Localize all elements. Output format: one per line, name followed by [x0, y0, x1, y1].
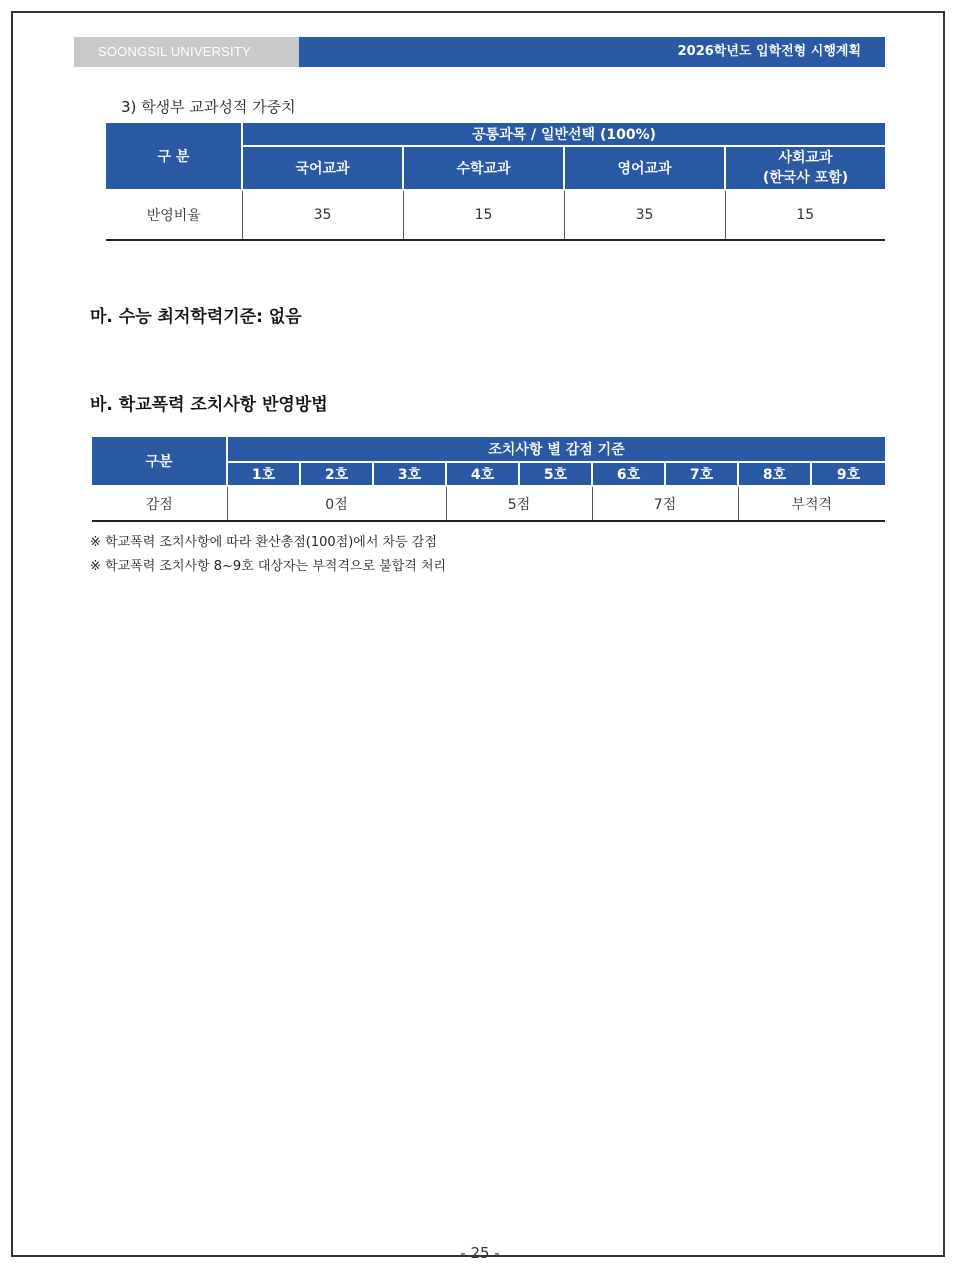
note: ※ 학교폭력 조치사항에 따라 환산총점(100점)에서 차등 감점 — [90, 535, 437, 550]
column-header: 9호 — [811, 462, 885, 487]
column-header: 8호 — [738, 462, 811, 487]
column-header: 7호 — [665, 462, 738, 487]
column-header: 6호 — [592, 462, 665, 487]
note: ※ 학교폭력 조치사항 8~9호 대상자는 부적격으로 불합격 처리 — [90, 559, 447, 574]
grade-weights-heading: 3) 학생부 교과성적 가중치 — [121, 98, 296, 116]
table-cell: 15 — [725, 190, 885, 240]
csat-minimum-heading: 마. 수능 최저학력기준: 없음 — [90, 307, 302, 327]
school-violence-heading: 바. 학교폭력 조치사항 반영방법 — [90, 395, 328, 415]
column-header: 국어교과 — [242, 146, 403, 190]
row-header: 구 분 — [106, 123, 242, 190]
table-cell: 35 — [564, 190, 725, 240]
column-header: 사회교과 (한국사 포함) — [725, 146, 885, 190]
column-header: 2호 — [300, 462, 373, 487]
row-label: 반영비율 — [106, 190, 242, 240]
column-header: 영어교과 — [564, 146, 725, 190]
table-cell: 15 — [403, 190, 564, 240]
table-cell: 부적격 — [738, 486, 885, 521]
table-cell: 5점 — [446, 486, 592, 521]
row-label: 감점 — [92, 486, 227, 521]
column-header: 수학교과 — [403, 146, 564, 190]
group-header: 공통과목 / 일반선택 (100%) — [242, 123, 885, 146]
page-number: - 25 - — [460, 1244, 500, 1262]
table-cell: 0점 — [227, 486, 446, 521]
document-title: 2026학년도 입학전형 시행계획 — [299, 37, 885, 67]
column-header: 4호 — [446, 462, 519, 487]
column-header: 1호 — [227, 462, 300, 487]
page-header — [74, 37, 885, 67]
table-cell: 7점 — [592, 486, 738, 521]
school-violence-table — [92, 437, 885, 522]
row-header: 구분 — [92, 437, 227, 486]
table-cell: 35 — [242, 190, 403, 240]
column-header: 3호 — [373, 462, 446, 487]
group-header: 조치사항 별 감점 기준 — [227, 437, 885, 462]
column-header: 5호 — [519, 462, 592, 487]
university-name: SOONGSIL UNIVERSITY — [74, 37, 299, 67]
grade-weights-table — [106, 123, 885, 241]
